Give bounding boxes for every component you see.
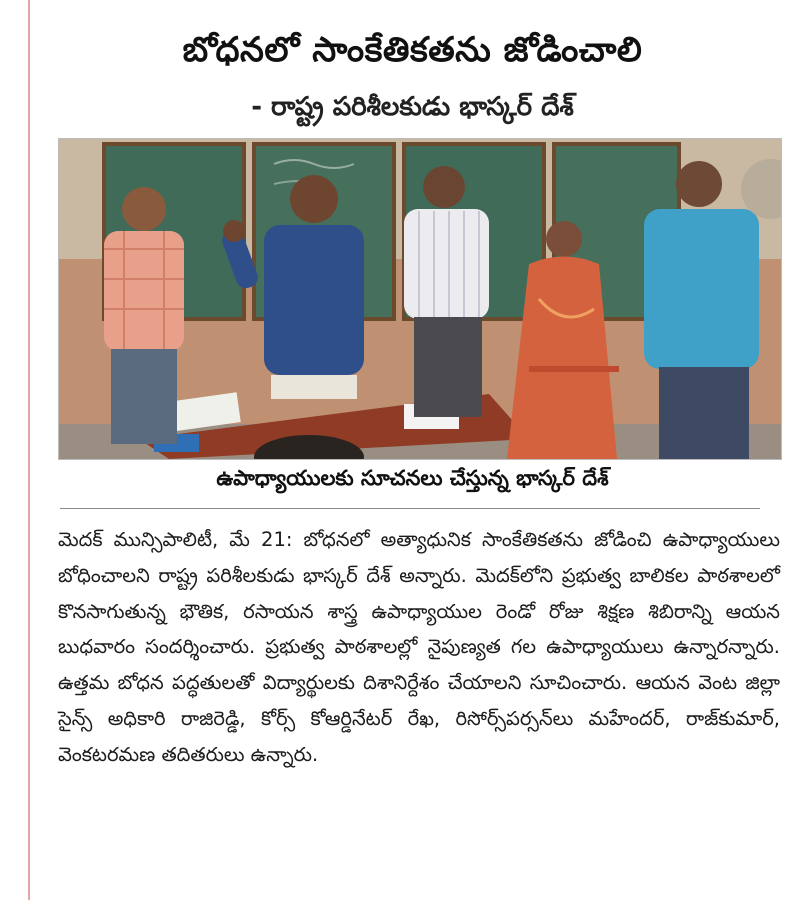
byline: - రాష్ట్ర పరిశీలకుడు భాస్కర్ దేశ్	[251, 92, 574, 122]
training-photo-illustration	[59, 139, 781, 459]
news-photo	[58, 138, 782, 460]
article-body: మెదక్ మున్సిపాలిటీ, మే 21: బోధనలో అత్యాధునిక సాంకేతికతను జోడించి ఉపాధ్యాయులు బోధించాలని రాష్ట్ర పరిశీలకుడు భాస్కర్ దేశ్ అన్నారు. మెదక్‌లోని ప్రభుత్వ బాలికల పాఠశాలలో కొనసాగుతున్న భౌతిక, రసాయన శాస్త్ర ఉపాధ్యాయుల రెండో రోజు శిక్షణ శిబిరాన్ని ఆయన బుధవారం సందర్శించారు. ప్రభుత్వ పాఠశాలల్లో నైపుణ్యత గల ఉపాధ్యాయులు ఉన్నారన్నారు. ఉత్తమ బోధన పద్ధతులతో విద్యార్థులకు దిశానిర్దేశం చేయాలని సూచించారు. ఆయన వెంట జిల్లా సైన్స్ అధికారి రాజిరెడ్డి, కోర్స్ కోఆర్డినేటర్ రేఖ, రిసోర్స్‌పర్సన్‌లు మహేందర్, రాజ్‌కుమార్, వెంకటరమణ తదితరులు ఉన్నారు.	[58, 528, 780, 766]
margin-rule	[28, 0, 30, 900]
photo-caption: ఉపాధ్యాయులకు సూచనలు చేస్తున్న భాస్కర్ దేశ్	[216, 466, 609, 490]
caption-divider	[60, 508, 760, 509]
news-clipping	[40, 0, 785, 900]
headline: బోధనలో సాంకేతికతను జోడించాలి	[182, 30, 643, 70]
